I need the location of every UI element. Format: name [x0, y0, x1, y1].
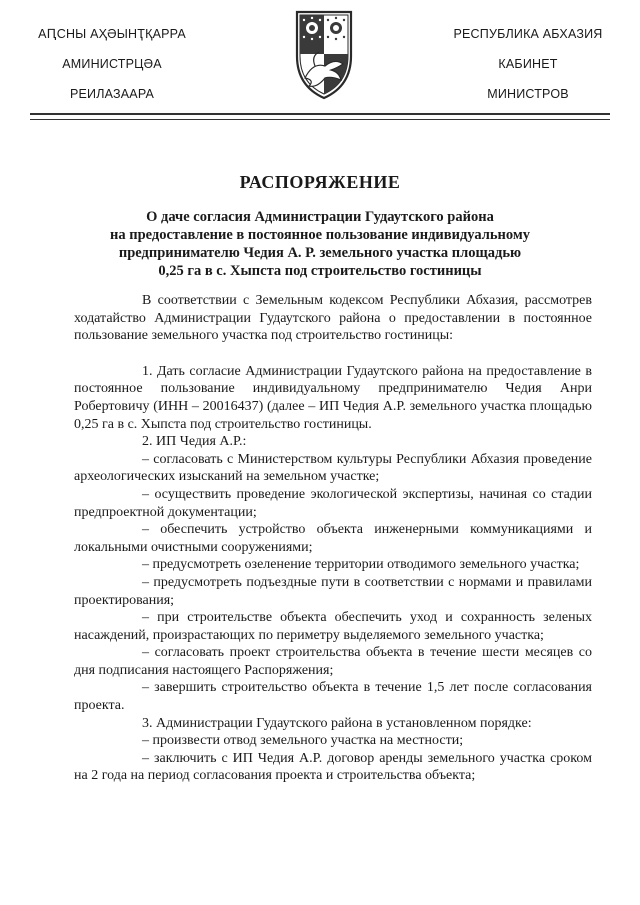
header-right-block — [428, 27, 628, 117]
header-divider-thick — [30, 113, 610, 115]
state-emblem-icon — [291, 6, 357, 102]
subject-line-1: О даче согласия Администрации Гудаутского района — [146, 209, 494, 225]
subject-line-2: на предоставление в постоянное пользование индивидуальному — [109, 227, 531, 243]
document-subject — [75, 208, 565, 280]
subject-line-3: предпринимателю Чедия А. Р. земельного участка площадью — [118, 245, 522, 261]
item-2-subitem: – осуществить проведение экологической экспертизы, начиная со стадии предпроектной документации; — [74, 486, 592, 520]
item-3-subitem: – заключить с ИП Чедия А.Р. договор аренды земельного участка сроком на 2 года на период согласования проекта и строительства объекта; — [74, 750, 592, 784]
header-divider-thin — [30, 119, 610, 120]
subject-line-4: 0,25 га в с. Хыпста под строительство гостиницы — [158, 263, 482, 279]
header-right-line-2: КАБИНЕТ — [498, 57, 558, 71]
preamble-paragraph: В соответствии с Земельным кодексом Республики Абхазия, рассмотрев ходатайство Администрации Гудаутского района о предоставлении в постоянное пользование земельного участка под строительство гостиницы: — [74, 293, 592, 344]
item-2-subitem: – предусмотреть подъездные пути в соответствии с нормами и правилами проектирования; — [74, 574, 592, 608]
item-2-subitem: – обеспечить устройство объекта инженерными коммуникациями и локальными очистными сооружениями; — [74, 522, 592, 555]
item-2-subitem: – согласовать с Министерством культуры Республики Абхазия проведение археологических изысканий на земельном участке; — [74, 451, 592, 485]
document-body — [74, 292, 592, 785]
item-1-paragraph: 1. Дать согласие Администрации Гудаутского района на предоставление в постоянное пользование индивидуальному предпринимателю Чедия Анри Робертовичу (ИНН – 20016437) (далее – ИП Чедия А.Р. земельного участка площадью 0,25 га в с. Хыпста под строительство гостиницы. — [74, 363, 592, 432]
item-2-subitem: – при строительстве объекта обеспечить уход и сохранность зеленых насаждений, произрастающих по периметру выделяемого земельного участка; — [74, 610, 592, 643]
header-left-line-3: РЕИЛАЗААРА — [69, 87, 155, 101]
item-2-subitem: – предусмотреть озеленение территории отводимого земельного участка; — [142, 557, 580, 573]
header-left-line-2: АМИНИСТРЦӘА — [62, 57, 162, 71]
item-3-heading: 3. Администрации Гудаутского района в установленном порядке: — [142, 715, 532, 731]
header-left-block — [12, 27, 212, 117]
item-3-subitem: – произвести отвод земельного участка на местности; — [142, 733, 464, 749]
item-2-heading: 2. ИП Чедия А.Р.: — [142, 434, 247, 450]
header-left-line-1: АԤСНЫ АҲӘЫНҬҚАРРА — [38, 27, 186, 41]
header-right-line-1: РЕСПУБЛИКА АБХАЗИЯ — [453, 27, 603, 41]
document-type-title: РАСПОРЯЖЕНИЕ — [239, 172, 401, 192]
header-right-line-3: МИНИСТРОВ — [487, 87, 569, 101]
item-2-subitem: – завершить строительство объекта в течение 1,5 лет после согласования проекта. — [74, 680, 592, 714]
item-2-subitem: – согласовать проект строительства объекта в течение шести месяцев со дня подписания настоящего Распоряжения; — [74, 645, 592, 678]
